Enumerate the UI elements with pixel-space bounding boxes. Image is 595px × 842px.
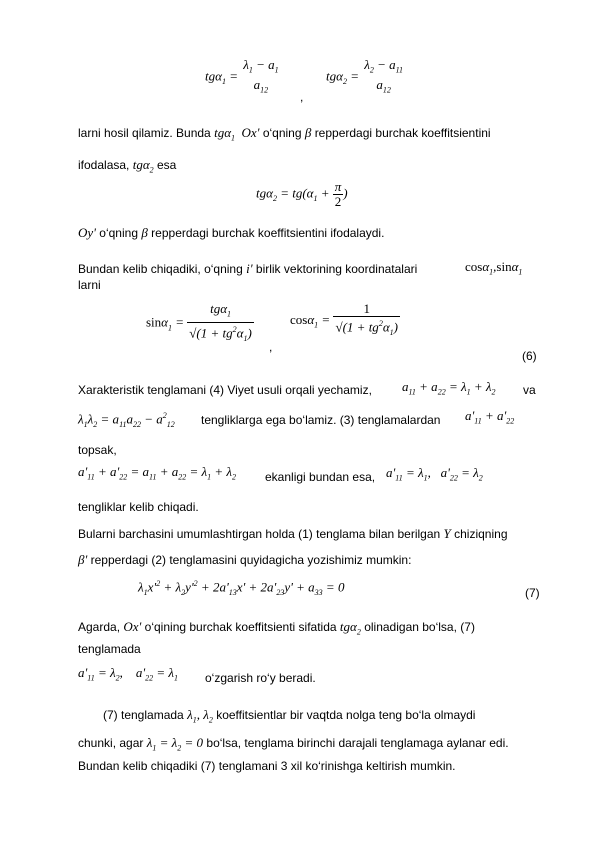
- math-inline: tgα$_2$: [339, 619, 361, 637]
- formula-sin-alpha1: sinα$_1$ = $\frac{tg\alpha_1}{√(1 + tg^2\alpha_1)}$: [146, 302, 254, 346]
- text-span: Agarda,: [78, 620, 121, 634]
- text-span: o‘qning: [262, 126, 302, 140]
- math-inline: $\lambda_1$, $\lambda_2$: [187, 707, 213, 725]
- beta-symbol: β: [141, 225, 148, 240]
- formula-a-prime-values: $a'_{11} = \lambda_1$, $a'_{22} = \lambda_2$: [386, 465, 483, 483]
- text-span: chiziqning: [454, 527, 508, 541]
- text-line: [78, 642, 141, 656]
- text-span: Xarakteristik tenglamani (4) Viyet usuli orqali yechamiz,: [78, 383, 372, 397]
- text-span: olinadigan bo‘lsa, (7): [364, 620, 475, 634]
- text-span: topsak,: [78, 443, 117, 457]
- text-span: repperdagi (2) tenglamasini quyidagicha yozishimiz mumkin:: [90, 553, 412, 567]
- formula-cos-alpha1: cosα$_1$ = $\frac{1}{√(1 + tg^2\alpha_1)}$: [290, 302, 400, 340]
- text-span: larni hosil qilamiz. Bunda: [78, 126, 211, 140]
- text-span: (7) tenglamada: [103, 708, 184, 722]
- text-line: [78, 500, 199, 514]
- math-inline: Ox': [123, 619, 142, 634]
- text-line: [78, 735, 509, 756]
- text-span: Bundan kelib chiqadiki (7) tenglamani 3 xil ko‘rinishga keltirish mumkin.: [78, 759, 456, 773]
- text-line: [265, 470, 375, 484]
- text-line: [78, 619, 475, 640]
- text-line: [78, 552, 411, 567]
- equation-number: (6): [522, 349, 537, 363]
- text-line: [78, 261, 417, 276]
- text-span: chunki, agar: [78, 736, 144, 750]
- formula-tg-alpha2-relation: $tg\alpha_2 = tg(\alpha_1$ + $\frac{\pi}{2}$ ): [256, 179, 348, 209]
- formula-determinant: $\lambda_1\lambda_2 = a_{11}a_{22} - a^2_{12}$: [78, 411, 175, 429]
- math-inline: Oy': [78, 225, 96, 240]
- gamma-symbol: Υ: [443, 526, 451, 541]
- text-line: [78, 278, 101, 292]
- text-span: tenglamada: [78, 642, 141, 656]
- text-span: o‘qning: [99, 226, 138, 240]
- text-span: ifodalasa,: [78, 158, 130, 172]
- beta-symbol: β: [304, 125, 312, 140]
- text-line: [103, 707, 475, 728]
- text-line: [201, 413, 440, 427]
- formula-trace: $a_{11} + a_{22} = \lambda_1 + \lambda_2$: [402, 379, 496, 397]
- text-span: o‘qining burchak koeffitsienti sifatida: [144, 620, 337, 634]
- text-line: [78, 383, 372, 397]
- text-span: birlik vektorining koordinatalari: [255, 262, 418, 276]
- formula-tg-alpha2: tgα$_2$ = $\lambda_2 - a_{11}$ $a_{12}$: [326, 57, 404, 95]
- text-span: larni: [78, 278, 101, 292]
- text-line: [523, 383, 536, 397]
- comma: ,: [300, 90, 304, 104]
- formula-cos-sin: cosα$_1$,sinα$_1$: [465, 259, 523, 277]
- text-line: [78, 125, 491, 146]
- text-line: [78, 526, 508, 541]
- comma: ,: [269, 340, 273, 354]
- math-inline: tgα$_2$: [132, 157, 154, 175]
- formula-tg-alpha1: tgα$_1$ = $\lambda_1 - a_1$ $a_{12}$: [205, 57, 279, 95]
- math-inline: i': [246, 261, 253, 276]
- text-span: koeffitsientlar bir vaqtda nolga teng bo‘la olmaydi: [216, 708, 476, 722]
- text-span: ekanligi bundan esa,: [265, 470, 376, 484]
- text-span: esa: [157, 158, 177, 172]
- formula-a-prime-sum: $a'_{11} + a'_{22}$: [465, 408, 515, 426]
- text-span: bo‘lsa, tenglama birinchi darajali tenglamaga aylanar edi.: [206, 736, 509, 750]
- text-span: tengliklar kelib chiqadi.: [78, 500, 199, 514]
- text-span: repperdagi burchak koeffitsientini: [314, 126, 491, 140]
- text-line: [78, 443, 117, 457]
- math-inline: $\lambda_1 = \lambda_2 = 0$: [146, 735, 204, 753]
- text-span: repperdagi burchak koeffitsientini ifodalaydi.: [151, 226, 385, 240]
- equation-number: (7): [525, 586, 540, 600]
- beta-prime-symbol: β': [78, 552, 88, 567]
- text-line: [205, 671, 316, 685]
- text-span: va: [523, 383, 536, 397]
- formula-swap: $a'_{11} = \lambda_2$, $a'_{22} = \lambda_1$: [78, 665, 179, 683]
- text-span: tengliklarga ega bo‘lamiz. (3) tenglamalardan: [201, 413, 441, 427]
- formula-canonical-equation: $\lambda_1x'^2 + \lambda_2y'^2 + 2a'_{13}x' + 2a'_{23}y' + a_{33} = 0$: [138, 579, 345, 597]
- text-span: o‘zgarish ro‘y beradi.: [205, 671, 316, 685]
- text-line: [78, 157, 176, 178]
- formula-invariance: $a'_{11} + a'_{22} = a_{11} + a_{22} = \lambda_1 + \lambda_2$: [78, 464, 237, 482]
- text-line: [78, 759, 456, 773]
- text-span: Bularni barchasini umumlashtirgan holda (1) tenglama bilan berilgan: [78, 527, 441, 541]
- text-line: [78, 225, 384, 240]
- math-inline: tgα$_1$ Ox': [214, 125, 260, 143]
- text-span: Bundan kelib chiqadiki, o‘qning: [78, 262, 243, 276]
